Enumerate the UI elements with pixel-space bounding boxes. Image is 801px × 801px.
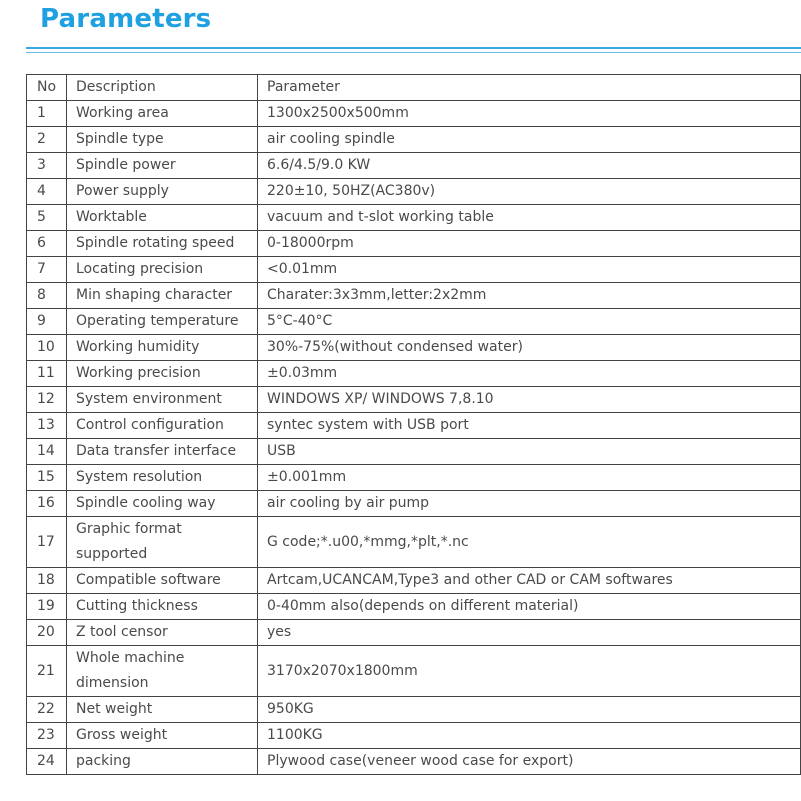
table-row [27, 179, 801, 205]
row-number: 2 [27, 127, 67, 153]
row-parameter: G code;*.u00,*mmg,*plt,*.nc [258, 517, 801, 568]
row-number: 24 [27, 749, 67, 775]
row-parameter: 0-40mm also(depends on different material) [258, 594, 801, 620]
header-no: No [27, 75, 67, 101]
page-title: Parameters [40, 4, 212, 34]
table-row [27, 568, 801, 594]
table-row [27, 335, 801, 361]
row-description: Spindle rotating speed [67, 231, 258, 257]
table-row [27, 283, 801, 309]
table-row [27, 205, 801, 231]
row-parameter: 5°C-40°C [258, 309, 801, 335]
row-description: Operating temperature [67, 309, 258, 335]
table-row [27, 153, 801, 179]
row-parameter: 3170x2070x1800mm [258, 646, 801, 697]
row-parameter: syntec system with USB port [258, 413, 801, 439]
row-description: Working humidity [67, 335, 258, 361]
row-description: Cutting thickness [67, 594, 258, 620]
table-row [27, 231, 801, 257]
row-parameter: 1100KG [258, 723, 801, 749]
row-number: 12 [27, 387, 67, 413]
row-parameter: 950KG [258, 697, 801, 723]
table-row [27, 620, 801, 646]
table-row [27, 646, 801, 697]
row-number: 9 [27, 309, 67, 335]
row-number: 6 [27, 231, 67, 257]
row-parameter: <0.01mm [258, 257, 801, 283]
table-header-row [27, 75, 801, 101]
parameters-table [26, 74, 801, 775]
table-row [27, 387, 801, 413]
row-description: Control configuration [67, 413, 258, 439]
row-description: Z tool censor [67, 620, 258, 646]
table-row [27, 697, 801, 723]
row-parameter: ±0.001mm [258, 465, 801, 491]
row-parameter: Plywood case(veneer wood case for export) [258, 749, 801, 775]
table-row [27, 439, 801, 465]
row-number: 20 [27, 620, 67, 646]
row-description: Spindle cooling way [67, 491, 258, 517]
table-row [27, 257, 801, 283]
row-number: 11 [27, 361, 67, 387]
row-parameter: 220±10, 50HZ(AC380v) [258, 179, 801, 205]
table-row [27, 361, 801, 387]
row-description: Working area [67, 101, 258, 127]
row-parameter: 1300x2500x500mm [258, 101, 801, 127]
row-description: Net weight [67, 697, 258, 723]
header-parameter: Parameter [258, 75, 801, 101]
row-parameter: Charater:3x3mm,letter:2x2mm [258, 283, 801, 309]
table-row [27, 413, 801, 439]
row-description: Gross weight [67, 723, 258, 749]
row-number: 16 [27, 491, 67, 517]
table-row [27, 101, 801, 127]
row-number: 15 [27, 465, 67, 491]
row-number: 21 [27, 646, 67, 697]
row-number: 10 [27, 335, 67, 361]
table-row [27, 749, 801, 775]
title-underline [26, 47, 801, 49]
row-description: System environment [67, 387, 258, 413]
row-description: Graphic format supported [67, 517, 258, 568]
row-number: 22 [27, 697, 67, 723]
title-underline-thin [26, 52, 801, 53]
table-row [27, 309, 801, 335]
row-description: Whole machine dimension [67, 646, 258, 697]
table-row [27, 723, 801, 749]
row-parameter: 6.6/4.5/9.0 KW [258, 153, 801, 179]
row-description: Working precision [67, 361, 258, 387]
row-parameter: yes [258, 620, 801, 646]
row-description: Spindle power [67, 153, 258, 179]
row-parameter: air cooling spindle [258, 127, 801, 153]
row-number: 13 [27, 413, 67, 439]
row-number: 5 [27, 205, 67, 231]
row-number: 3 [27, 153, 67, 179]
table-row [27, 491, 801, 517]
row-description: Compatible software [67, 568, 258, 594]
row-description: Min shaping character [67, 283, 258, 309]
row-description: Data transfer interface [67, 439, 258, 465]
table-row [27, 465, 801, 491]
row-number: 1 [27, 101, 67, 127]
row-parameter: WINDOWS XP/ WINDOWS 7,8.10 [258, 387, 801, 413]
row-number: 18 [27, 568, 67, 594]
row-parameter: ±0.03mm [258, 361, 801, 387]
row-number: 19 [27, 594, 67, 620]
row-parameter: 0-18000rpm [258, 231, 801, 257]
row-parameter: air cooling by air pump [258, 491, 801, 517]
row-description: System resolution [67, 465, 258, 491]
row-number: 8 [27, 283, 67, 309]
row-parameter: 30%-75%(without condensed water) [258, 335, 801, 361]
row-number: 14 [27, 439, 67, 465]
row-number: 7 [27, 257, 67, 283]
row-parameter: vacuum and t-slot working table [258, 205, 801, 231]
row-description: Locating precision [67, 257, 258, 283]
row-description: packing [67, 749, 258, 775]
row-description: Power supply [67, 179, 258, 205]
row-parameter: Artcam,UCANCAM,Type3 and other CAD or CAM softwares [258, 568, 801, 594]
table-row [27, 517, 801, 568]
row-description: Worktable [67, 205, 258, 231]
row-parameter: USB [258, 439, 801, 465]
row-description: Spindle type [67, 127, 258, 153]
table-row [27, 594, 801, 620]
header-description: Description [67, 75, 258, 101]
row-number: 4 [27, 179, 67, 205]
row-number: 17 [27, 517, 67, 568]
row-number: 23 [27, 723, 67, 749]
table-row [27, 127, 801, 153]
